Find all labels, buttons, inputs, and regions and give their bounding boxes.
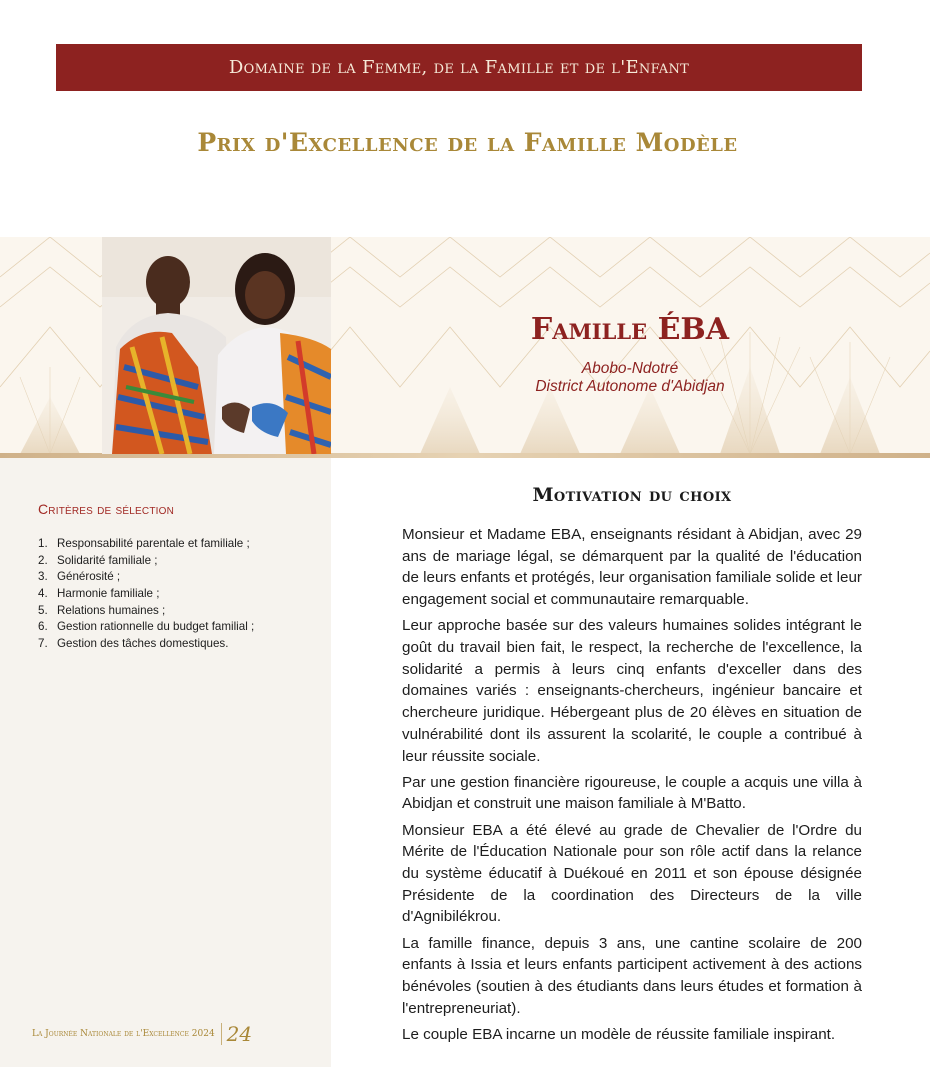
couple-illustration — [102, 237, 331, 454]
domain-title: Domaine de la Femme, de la Famille et de l'Enfant — [228, 57, 690, 78]
criteria-item: 6. Gestion rationnelle du budget familial ; — [38, 620, 255, 634]
footer-event: La Journée Nationale de l'Excellence 2024 — [32, 1029, 215, 1039]
family-name: Famille ÉBA — [530, 312, 730, 347]
criteria-item: 2. Solidarité familiale ; — [38, 553, 158, 567]
prize-title: Prix d'Excellence de la Famille Modèle — [197, 128, 738, 157]
criteria-list — [38, 537, 254, 654]
family-district: District Autonome d'Abidjan — [535, 378, 725, 395]
motivation-paragraph: Monsieur et Madame EBA, enseignants résidant à Abidjan, avec 29 ans de mariage légal, se démarquent par la qualité de l'éducation de leurs enfants et protégés, leur organisation familiale solide et leur engagement social et communautaire remarquable. — [402, 526, 862, 609]
page-number: 24 — [226, 1022, 253, 1046]
motivation-paragraph: La famille finance, depuis 3 ans, une cantine scolaire de 200 enfants à Issia et leurs enfants participent activement à des actions bénévoles (soutien à des étudiants dans leurs études et formation à l'entrepreneuriat). — [402, 934, 862, 1017]
criteria-item: 7. Gestion des tâches domestiques. — [38, 637, 229, 651]
page-footer — [32, 1022, 252, 1046]
family-photo — [102, 237, 331, 454]
criteria-title: Critères de sélection — [38, 501, 175, 517]
motivation-body — [402, 524, 862, 1050]
motivation-paragraph: Le couple EBA incarne un modèle de réussite familiale inspirant. — [402, 1025, 836, 1043]
domain-banner — [56, 44, 862, 91]
motivation-title: Motivation du choix — [532, 484, 732, 506]
criteria-item: 1. Responsabilité parentale et familiale ; — [38, 537, 250, 550]
motivation-paragraph: Monsieur EBA a été élevé au grade de Chevalier de l'Ordre du Mérite de l'Éducation Nationale pour son rôle actif dans la relance du système éducatif à Duékoué en 2011 et son épouse désignée Présidente de la coordination des Directeurs de la ville d'Agnibilékrou. — [402, 821, 862, 926]
criteria-item: 4. Harmonie familiale ; — [38, 587, 160, 601]
family-commune: Abobo-Ndotré — [581, 360, 679, 377]
footer-separator — [221, 1023, 222, 1045]
criteria-item: 5. Relations humaines ; — [38, 603, 166, 617]
motivation-paragraph: Par une gestion financière rigoureuse, le couple a acquis une villa à Abidjan et construit une maison familiale à M'Batto. — [402, 773, 862, 813]
motivation-paragraph: Leur approche basée sur des valeurs humaines solides intégrant le goût du travail bien fait, le respect, la recherche de l'excellence, la solidarité a permis à leurs cinq enfants d'exceller dans des domaines variés : enseignants-chercheurs, ingénieur bancaire et chercheure juridique. Hébergeant plus de 20 élèves en situation de vulnérabilité dont ils assurent la scolarité, le couple a contribué à leur réussite sociale. — [402, 617, 862, 765]
criteria-item: 3. Générosité ; — [38, 570, 121, 584]
